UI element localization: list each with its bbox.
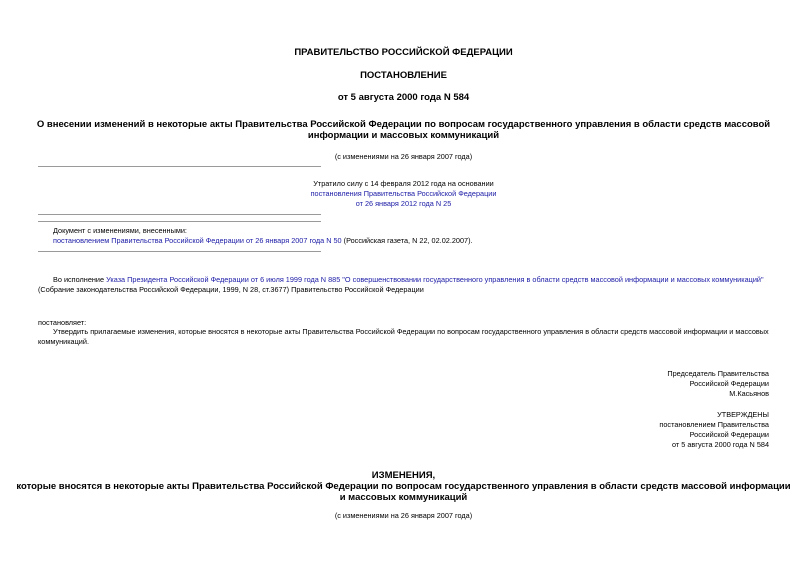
signature-org: Российской Федерации bbox=[689, 379, 769, 388]
amending-decree-source: (Российская газета, N 22, 02.02.2007). bbox=[341, 236, 473, 245]
approved-org: Российской Федерации bbox=[689, 430, 769, 439]
decree-text-line1: Утвердить прилагаемые изменения, которые вносятся в некоторые акты Правительства Российской Федерации по вопросам государственного управления в области средств массовой информации и массовых bbox=[53, 327, 769, 336]
preamble-prefix: Во исполнение bbox=[53, 275, 107, 284]
preamble-line2: (Собрание законодательства Российской Федерации, 1999, N 28, ст.3677) Правительство Российской Федерации bbox=[38, 285, 424, 294]
divider bbox=[38, 214, 321, 215]
amendments-label: Документ с изменениями, внесенными: bbox=[53, 226, 187, 235]
document-title-line1: О внесении изменений в некоторые акты Правительства Российской Федерации по вопросам государственного управления в области средств массовой bbox=[36, 119, 771, 130]
amendment-note: (с изменениями на 26 января 2007 года) bbox=[334, 152, 473, 161]
document-type: ПОСТАНОВЛЕНИЕ bbox=[360, 70, 447, 81]
document-date: от 5 августа 2000 года N 584 bbox=[337, 92, 470, 103]
changes-subtitle-line2: и массовых коммуникаций bbox=[339, 492, 468, 503]
changes-subtitle-line1: которые вносятся в некоторые акты Правительства Российской Федерации по вопросам государственного управления в области средств массовой информации bbox=[16, 481, 791, 492]
changes-amendment-note: (с изменениями на 26 января 2007 года) bbox=[334, 511, 473, 520]
resolves-label: постановляет: bbox=[38, 318, 87, 327]
divider bbox=[38, 251, 321, 252]
expiry-link-line1[interactable]: постановления Правительства Российской Федерации bbox=[310, 189, 497, 198]
expiry-link-line2[interactable]: от 26 января 2012 года N 25 bbox=[355, 199, 452, 208]
signature-title: Председатель Правительства bbox=[667, 369, 769, 378]
approved-date: от 5 августа 2000 года N 584 bbox=[672, 440, 769, 449]
divider bbox=[38, 221, 321, 222]
divider bbox=[38, 166, 321, 167]
changes-heading: ИЗМЕНЕНИЯ, bbox=[371, 470, 436, 481]
preamble-line1 bbox=[53, 275, 764, 284]
decree-text-line2: коммуникаций. bbox=[38, 337, 89, 346]
government-heading: ПРАВИТЕЛЬСТВО РОССИЙСКОЙ ФЕДЕРАЦИИ bbox=[294, 47, 513, 58]
signature-name: М.Касьянов bbox=[729, 389, 769, 398]
document-title-line2: информации и массовых коммуникаций bbox=[307, 130, 500, 141]
amendments-line bbox=[53, 236, 473, 245]
approved-by: постановлением Правительства bbox=[659, 420, 769, 429]
amending-decree-link[interactable]: постановлением Правительства Российской Федерации от 26 января 2007 года N 50 bbox=[53, 236, 342, 245]
approved-label: УТВЕРЖДЕНЫ bbox=[717, 410, 769, 419]
presidential-decree-link[interactable]: Указа Президента Российской Федерации от 6 июля 1999 года N 885 "О совершенствовании государственного управления в области средств массовой информации и массовых коммуникаций" bbox=[106, 275, 764, 284]
expiry-text: Утратило силу с 14 февраля 2012 года на основании bbox=[313, 179, 494, 188]
